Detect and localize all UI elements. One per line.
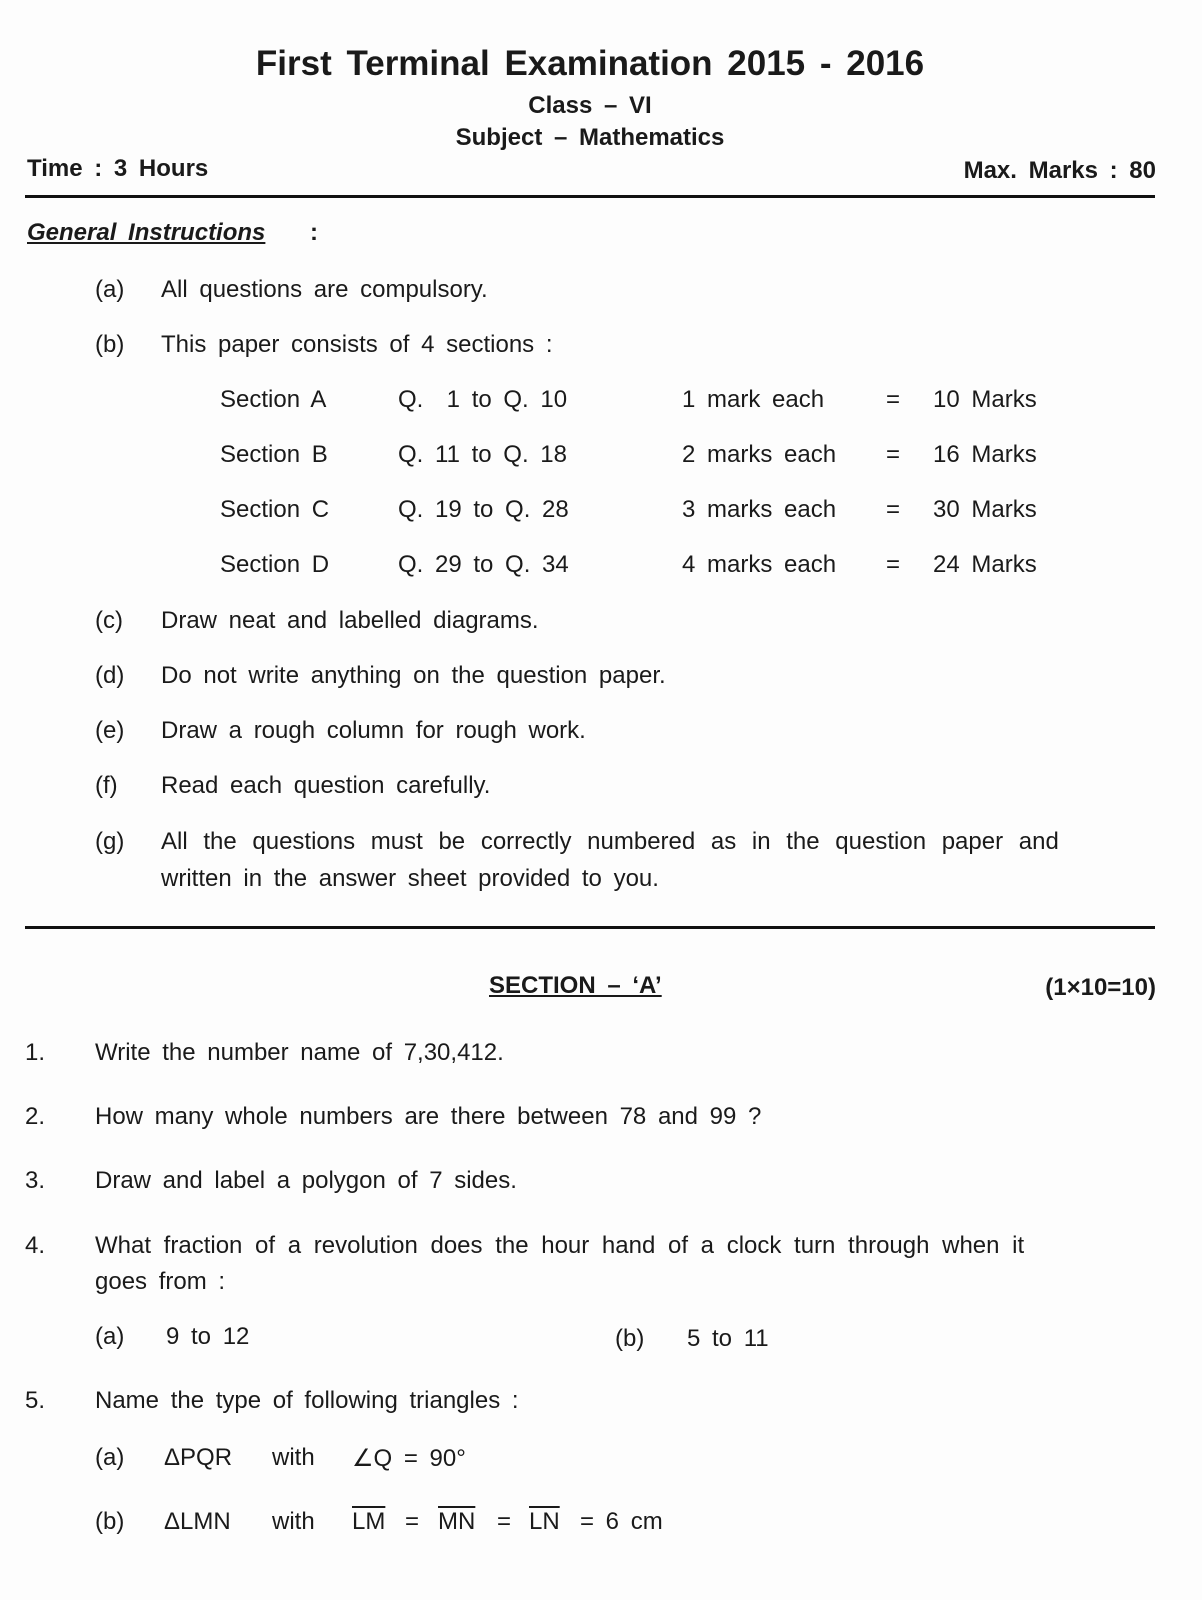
option-text: 9 to 12 <box>166 1323 250 1350</box>
triangle-name: ΔLMN <box>164 1508 231 1535</box>
question-text: How many whole numbers are there between 78 and 99 ? <box>95 1103 762 1130</box>
section-total: 10 Marks <box>933 386 1037 413</box>
instruction-label: (d) <box>95 662 125 689</box>
section-range: Q. 11 to Q. 18 <box>398 441 567 468</box>
question-number: 4. <box>25 1232 46 1259</box>
triangle-name: ΔPQR <box>164 1444 233 1471</box>
question-text: Draw and label a polygon of 7 sides. <box>95 1167 517 1194</box>
option-label: (a) <box>95 1444 125 1471</box>
question-text: Write the number name of 7,30,412. <box>95 1039 504 1066</box>
question-number: 3. <box>25 1167 46 1194</box>
instruction-label: (a) <box>95 276 125 303</box>
instruction-text: All the questions must be correctly numbered as in the question paper and <box>161 828 1059 855</box>
section-total: 24 Marks <box>933 551 1037 578</box>
section-a-title: SECTION – ‘A’ <box>489 972 662 999</box>
subject-label: Subject – Mathematics <box>455 124 725 151</box>
instruction-label: (b) <box>95 331 125 358</box>
instruction-label: (e) <box>95 717 125 744</box>
section-marks-each: 4 marks each <box>682 551 837 578</box>
instruction-text: Draw neat and labelled diagrams. <box>161 607 539 634</box>
equals: = <box>497 1508 512 1535</box>
option-condition: = 6 cm <box>580 1508 663 1535</box>
equals: = <box>405 1508 420 1535</box>
equals: = <box>886 551 901 578</box>
instruction-text: Draw a rough column for rough work. <box>161 717 586 744</box>
option-condition: ∠Q = 90° <box>352 1445 466 1472</box>
option-text: with <box>272 1444 315 1471</box>
question-text: What fraction of a revolution does the hour hand of a clock turn through when it <box>95 1232 1025 1259</box>
exam-title: First Terminal Examination 2015 - 2016 <box>255 44 925 83</box>
instruction-label: (g) <box>95 828 125 855</box>
section-marks-each: 2 marks each <box>682 441 837 468</box>
section-marks-each: 3 marks each <box>682 496 837 523</box>
section-range: Q. 29 to Q. 34 <box>398 551 569 578</box>
instructions-heading: General Instructions <box>27 219 266 246</box>
section-a-marks: (1×10=10) <box>1045 974 1156 1001</box>
question-number: 5. <box>25 1387 46 1414</box>
option-text: 5 to 11 <box>687 1325 769 1352</box>
equals: = <box>886 386 901 413</box>
section-marks-each: 1 mark each <box>682 386 825 413</box>
section-name: Section A <box>220 386 327 413</box>
section-name: Section C <box>220 496 330 523</box>
instruction-text: written in the answer sheet provided to you. <box>161 865 659 892</box>
question-number: 2. <box>25 1103 46 1130</box>
section-name: Section D <box>220 551 330 578</box>
section-total: 16 Marks <box>933 441 1037 468</box>
question-text: Name the type of following triangles : <box>95 1387 519 1414</box>
segment-lm: $\overline{LM}$ <box>352 1508 386 1535</box>
option-text: with <box>272 1508 315 1535</box>
equals: = <box>886 441 901 468</box>
class-label: Class – VI <box>528 92 652 119</box>
section-range: Q. 19 to Q. 28 <box>398 496 569 523</box>
instruction-text: Read each question carefully. <box>161 772 491 799</box>
segment-ln: $\overline{LN}$ <box>529 1508 560 1535</box>
instruction-label: (c) <box>95 607 123 634</box>
header-divider <box>25 195 1155 198</box>
instruction-text: This paper consists of 4 sections : <box>161 331 553 358</box>
option-label: (b) <box>615 1325 645 1352</box>
option-label: (a) <box>95 1323 125 1350</box>
section-range: Q. 1 to Q. 10 <box>398 386 568 413</box>
equals: = <box>886 496 901 523</box>
question-text: goes from : <box>95 1268 226 1295</box>
section-total: 30 Marks <box>933 496 1037 523</box>
segment-mn: $\overline{MN}$ <box>438 1508 476 1535</box>
instructions-colon: : <box>310 219 318 246</box>
instruction-text: Do not write anything on the question paper. <box>161 662 666 689</box>
instruction-label: (f) <box>95 772 118 799</box>
question-number: 1. <box>25 1039 46 1066</box>
instructions-divider <box>25 926 1155 929</box>
instruction-text: All questions are compulsory. <box>161 276 488 303</box>
max-marks-label: Max. Marks : 80 <box>963 157 1156 184</box>
section-name: Section B <box>220 441 328 468</box>
time-label: Time : 3 Hours <box>27 155 209 182</box>
option-label: (b) <box>95 1508 125 1535</box>
